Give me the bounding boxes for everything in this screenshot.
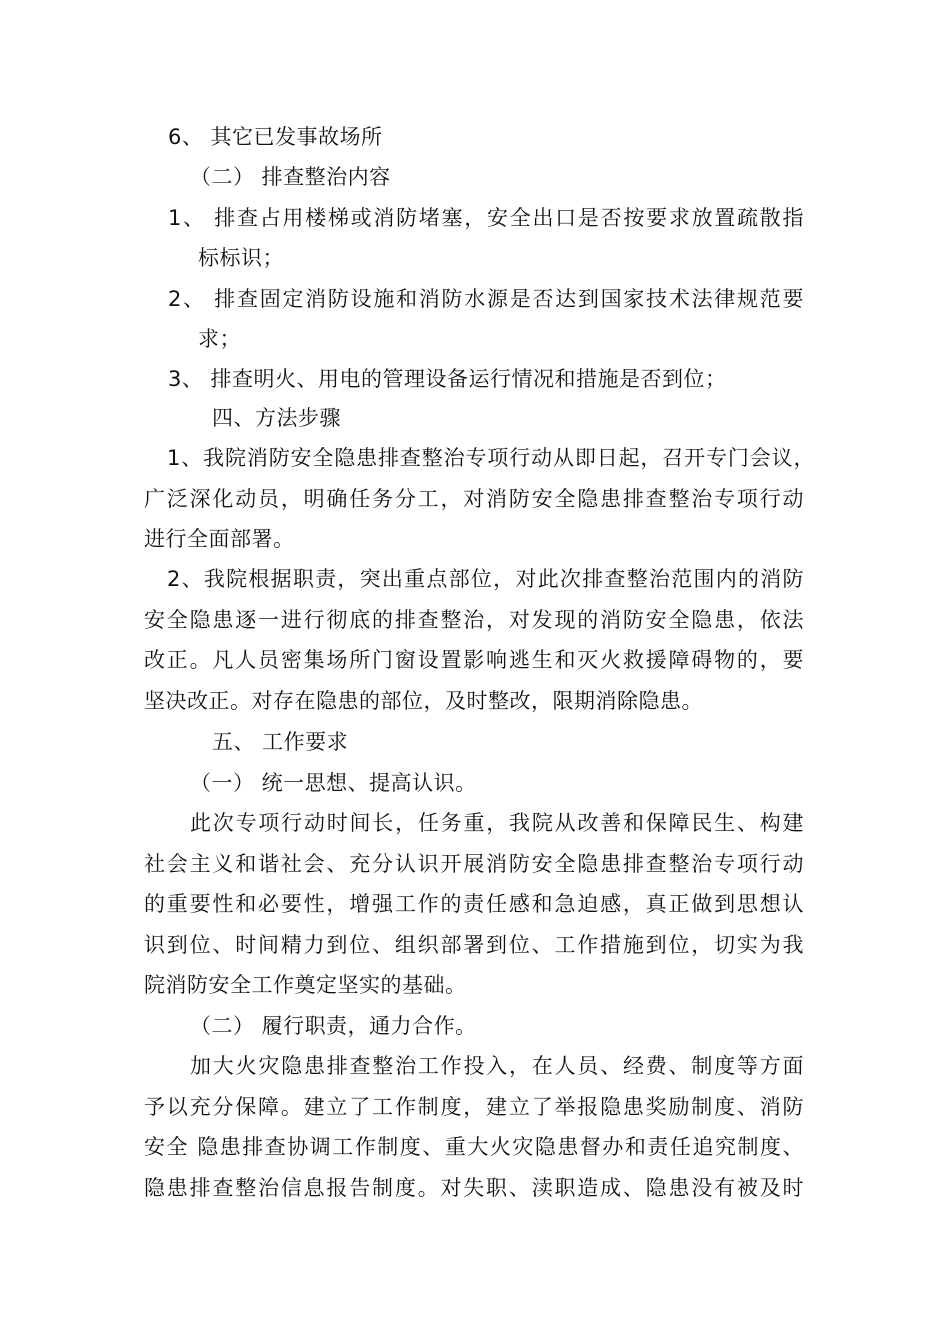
section-heading: （二） 排查整治内容	[190, 165, 391, 189]
text-line: 1、 排查占用楼梯或消防堵塞，安全出口是否按要求放置疏散指	[168, 206, 804, 230]
text-line: 进行全面部署。	[144, 527, 295, 551]
section-heading: 四、方法步骤	[212, 406, 341, 430]
text-line: 安全 隐患排查协调工作制度、重大火灾隐患督办和责任追究制度、	[144, 1135, 804, 1159]
text-line: 安全隐患逐一进行彻底的排查整治，对发现的消防安全隐患，依法	[144, 608, 804, 632]
text-line: 2、我院根据职责，突出重点部位，对此次排查整治范围内的消防	[167, 567, 804, 591]
text-line: 此次专项行动时间长，任务重，我院从改善和保障民生、构建	[190, 811, 804, 835]
text-line: 标标识；	[198, 246, 284, 270]
section-heading: 五、 工作要求	[212, 730, 349, 754]
section-heading: （一） 统一思想、提高认识。	[190, 771, 477, 795]
text-line: 予以充分保障。建立了工作制度，建立了举报隐患奖励制度、消防	[144, 1095, 804, 1119]
text-line: 坚决改正。对存在隐患的部位，及时整改，限期消除隐患。	[144, 689, 703, 713]
text-line: 院消防安全工作奠定坚实的基础。	[144, 973, 467, 997]
text-line: 社会主义和谐社会、充分认识开展消防安全隐患排查整治专项行动	[144, 852, 804, 876]
text-line: 的重要性和必要性，增强工作的责任感和急迫感，真正做到思想认	[144, 892, 804, 916]
text-line: 广泛深化动员，明确任务分工，对消防安全隐患排查整治专项行动	[144, 487, 804, 511]
text-line: 1、我院消防安全隐患排查整治专项行动从即日起，召开专门会议，	[167, 446, 815, 470]
text-line: 6、 其它已发事故场所	[168, 125, 383, 149]
text-line: 2、 排查固定消防设施和消防水源是否达到国家技术法律规范要	[168, 287, 804, 311]
text-line: 加大火灾隐患排查整治工作投入，在人员、经费、制度等方面	[190, 1054, 804, 1078]
text-line: 改正。凡人员密集场所门窗设置影响逃生和灭火救援障碍物的，要	[144, 648, 804, 672]
text-line: 求；	[198, 327, 241, 351]
text-line: 识到位、时间精力到位、组织部署到位、工作措施到位，切实为我	[144, 933, 804, 957]
text-line: 隐患排查整治信息报告制度。对失职、渎职造成、隐患没有被及时	[144, 1176, 804, 1200]
text-line: 3、 排查明火、用电的管理设备运行情况和措施是否到位；	[168, 367, 727, 391]
section-heading: （二） 履行职责，通力合作。	[190, 1014, 477, 1038]
